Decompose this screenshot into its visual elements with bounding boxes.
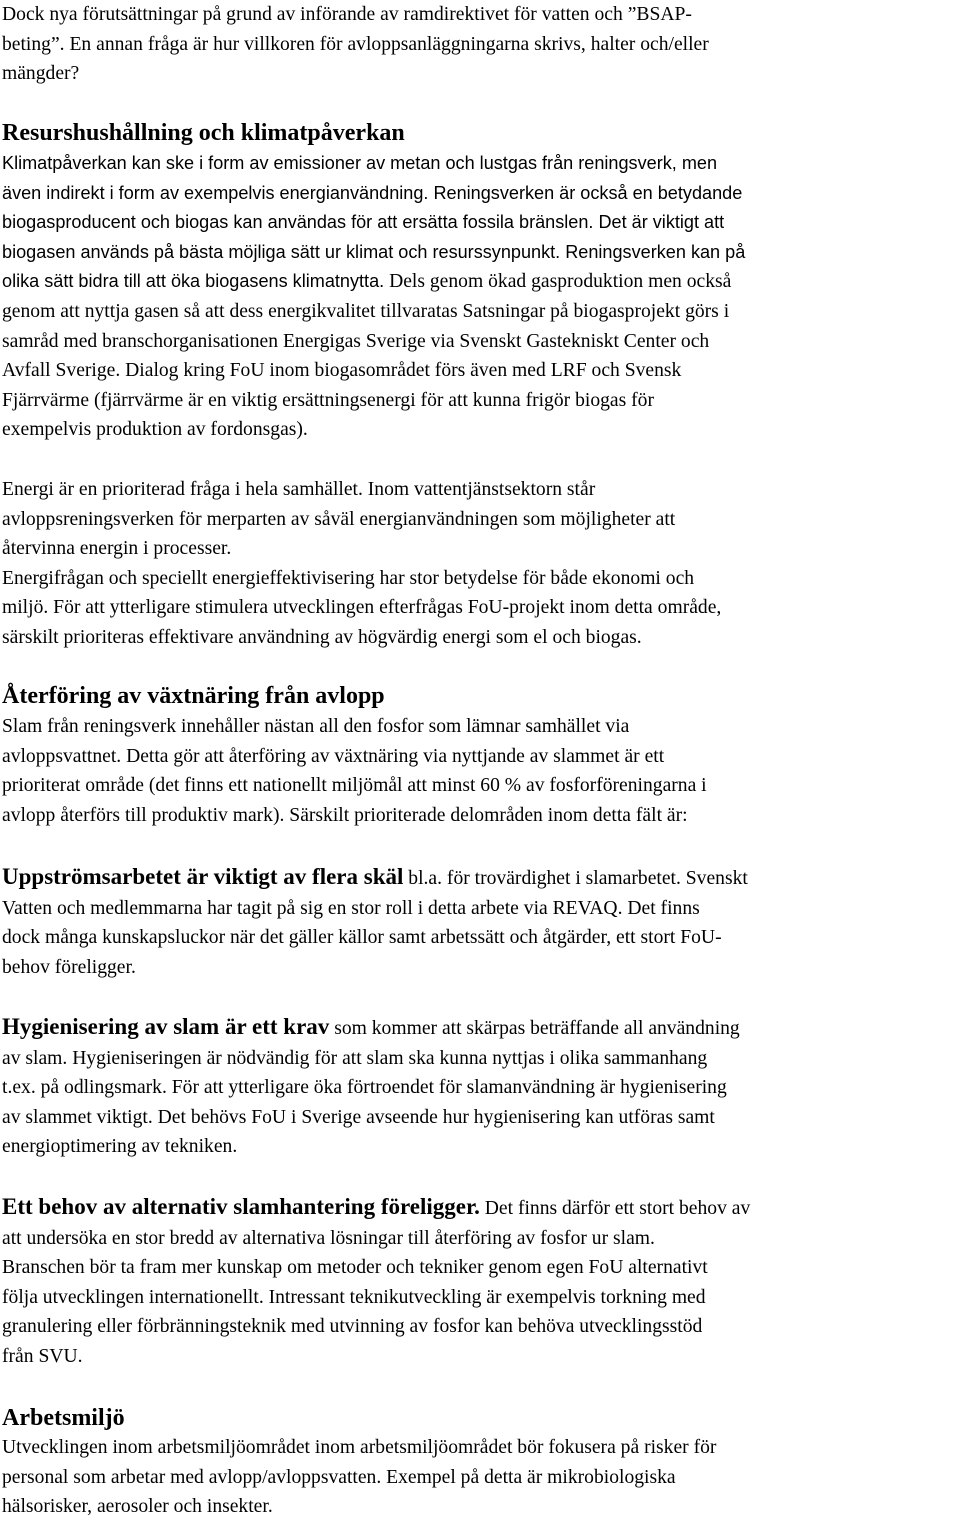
text-line: biogasen används på bästa möjliga sätt ur klimat och resurssynpunkt. Reningsverken kan på (2, 241, 746, 262)
text-line: Dock nya förutsättningar på grund av införande av ramdirektivet för vatten och ”BSAP- (2, 4, 692, 25)
hygiene-paragraph (2, 1012, 952, 1162)
text-line: genom att nyttja gasen så att dess energikvalitet tillvaratas Satsningar på biogasprojekt görs i (2, 300, 730, 322)
text-line: behov föreligger. (2, 956, 136, 978)
text-line: personal som arbetar med avlopp/avloppsvatten. Exempel på detta är mikrobiologiska (2, 1466, 676, 1488)
text-line: Fjärrvärme (fjärrvärme är en viktig ersättningsenergi för att kunna frigör biogas för (2, 389, 654, 411)
energy-paragraph (2, 475, 952, 653)
climate-paragraph (2, 149, 952, 445)
text-line: särskilt prioriteras effektivare användning av högvärdig energi som el och biogas. (2, 626, 642, 648)
section-heading-climate: Resurshushållning och klimatpåverkan (2, 120, 405, 146)
work-environment-paragraph (2, 1433, 952, 1522)
text-line: exempelvis produktion av fordonsgas). (2, 419, 308, 441)
section-heading-nutrients: Återföring av växtnäring från avlopp (2, 683, 385, 709)
text-span: olika sätt bidra till att öka biogasens klimatnytta. (2, 271, 385, 292)
text-line: biogasproducent och biogas kan användas för att ersätta fossila bränslen. Det är viktigt att (2, 212, 725, 233)
text-line-lead (2, 1012, 952, 1044)
text-line: avlopp återförs till produktiv mark). Särskilt prioriterade delområden inom detta fält är: (2, 804, 688, 826)
text-line: av slam. Hygieniseringen är nödvändig för att slam ska kunna nyttjas i olika sammanhang (2, 1047, 708, 1069)
text-line: även indirekt i form av exempelvis energianvändning. Reningsverken är också en betydande (2, 182, 743, 203)
text-line: följa utvecklingen internationellt. Intressant teknikutveckling är exempelvis torkning med (2, 1286, 706, 1308)
text-line: mängder? (2, 63, 80, 85)
intro-paragraph (2, 0, 952, 89)
text-line: från SVU. (2, 1345, 83, 1367)
upstream-paragraph (2, 862, 952, 982)
text-line: återvinna energin i processer. (2, 538, 232, 560)
text-line: prioriterat område (det finns ett nationellt miljömål att minst 60 % av fosforföreningarna i (2, 775, 707, 797)
text-line: beting”. En annan fråga är hur villkoren för avloppsanläggningarna skrivs, halter och/eller (2, 33, 709, 55)
text-line: Klimatpåverkan kan ske i form av emissioner av metan och lustgas från reningsverk, men (2, 153, 718, 173)
text-line: granulering eller förbränningsteknik med utvinning av fosfor kan behöva utvecklingsstöd (2, 1316, 703, 1338)
text-span: som kommer att skärpas beträffande all användning (329, 1018, 740, 1039)
text-line: t.ex. på odlingsmark. För att ytterligare öka förtroendet för slamanvändning är hygienisering (2, 1077, 727, 1099)
text-line: miljö. För att ytterligare stimulera utvecklingen efterfrågas FoU-projekt inom detta område, (2, 597, 722, 619)
text-line: Vatten och medlemmarna har tagit på sig en stor roll i detta arbete via REVAQ. Det finns (2, 897, 700, 919)
text-line: av slammet viktigt. Det behövs FoU i Sverige avseende hur hygienisering kan utföras samt (2, 1106, 715, 1128)
text-line: avloppsreningsverken för merparten av såväl energianvändningen som möjligheter att (2, 508, 676, 530)
paragraph-lead: Uppströmsarbetet är viktigt av flera skäl (2, 864, 404, 889)
text-line: hälsorisker, aerosoler och insekter. (2, 1496, 273, 1518)
text-span: Det finns därför ett stort behov av (479, 1198, 751, 1219)
alternative-paragraph (2, 1192, 952, 1372)
paragraph-lead: Ett behov av alternativ slamhantering föreligger. (2, 1194, 480, 1219)
nutrients-paragraph (2, 712, 952, 830)
text-line: Slam från reningsverk innehåller nästan all den fosfor som lämnar samhället via (2, 716, 630, 737)
text-line: avloppsvattnet. Detta gör att återföring av växtnäring via nyttjande av slammet är ett (2, 745, 665, 767)
text-line-mixed (2, 267, 952, 297)
text-line: Branschen bör ta fram mer kunskap om metoder och tekniker genom egen FoU alternativt (2, 1257, 708, 1279)
section-heading-work-environment: Arbetsmiljö (2, 1405, 125, 1431)
text-line: samråd med branschorganisationen Energigas Sverige via Svenskt Gastekniskt Center och (2, 330, 710, 352)
text-line: att undersöka en stor bredd av alternativa lösningar till återföring av fosfor ur slam. (2, 1227, 655, 1249)
text-line: Avfall Sverige. Dialog kring FoU inom biogasområdet förs även med LRF och Svensk (2, 360, 682, 382)
text-line: Energifrågan och speciellt energieffektivisering har stor betydelse för både ekonomi och (2, 567, 695, 589)
text-line: Utvecklingen inom arbetsmiljöområdet inom arbetsmiljöområdet bör fokusera på risker för (2, 1437, 717, 1458)
text-line-lead (2, 1192, 952, 1224)
text-line: Energi är en prioriterad fråga i hela samhället. Inom vattentjänstsektorn står (2, 479, 596, 500)
text-line-lead (2, 862, 952, 894)
text-line: dock många kunskapsluckor när det gäller källor samt arbetssätt och åtgärder, ett stort FoU- (2, 927, 722, 949)
paragraph-lead: Hygienisering av slam är ett krav (2, 1014, 330, 1039)
text-span: Dels genom ökad gasproduktion men också (384, 271, 732, 293)
text-span: bl.a. för trovärdighet i slamarbetet. Svenskt (403, 868, 748, 889)
text-line: energioptimering av tekniken. (2, 1136, 238, 1158)
